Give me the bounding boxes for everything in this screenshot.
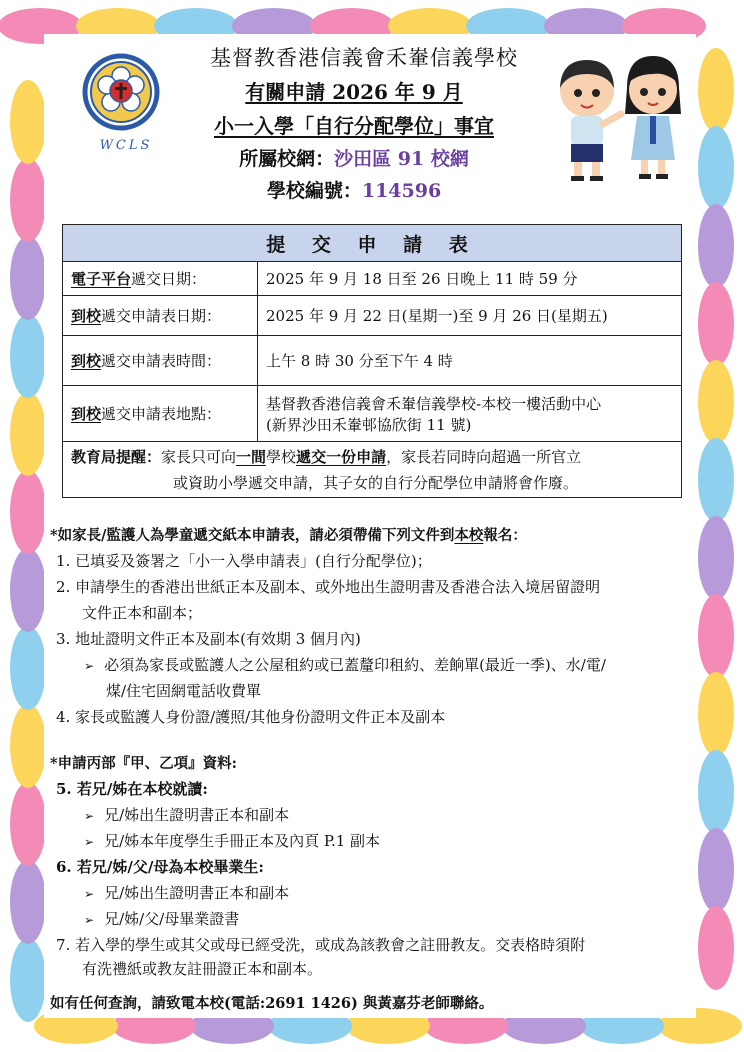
border-scallop bbox=[10, 80, 46, 164]
list-item: ➢ 兄/姊本年度學生手冊正本及內頁 P.1 副本 bbox=[84, 832, 381, 850]
list-item: 文件正本和副本； bbox=[82, 604, 203, 622]
border-scallop bbox=[698, 828, 734, 912]
border-scallop bbox=[10, 704, 46, 788]
footer-contact: 如有任何查詢，請致電本校(電話:2691 1426) 與黃嘉芬老師聯絡。 bbox=[50, 995, 494, 1012]
table-row bbox=[63, 296, 682, 336]
school-net: 所屬校網：沙田區 91 校網 bbox=[239, 148, 469, 170]
row-value: 上午 8 時 30 分至下午 4 時 bbox=[258, 336, 682, 386]
row-label: 電子平台遞交日期： bbox=[63, 262, 258, 296]
border-scallop bbox=[698, 438, 734, 522]
border-scallop bbox=[10, 548, 46, 632]
row-label: 到校遞交申請表日期： bbox=[63, 296, 258, 336]
school-code: 學校編號：114596 bbox=[266, 180, 442, 202]
list-item: ➢ 兄/姊出生證明書正本和副本 bbox=[84, 884, 290, 902]
border-scallop bbox=[10, 860, 46, 944]
section2-heading: *申請丙部『甲、乙項』資料: bbox=[50, 755, 237, 772]
border-scallop bbox=[10, 626, 46, 710]
list-item: 2. 申請學生的香港出世紙正本及副本、或外地出生證明書及香港合法入境居留證明 bbox=[56, 578, 601, 596]
row-label: 到校遞交申請表時間： bbox=[63, 336, 258, 386]
border-scallop bbox=[10, 158, 46, 242]
list-item: 7. 若入學的學生或其父或母已經受洗，或成為該教會之註冊教友。交表格時須附 bbox=[56, 936, 586, 954]
border-scallop bbox=[10, 470, 46, 554]
table-title: 提 交 申 請 表 bbox=[63, 225, 682, 262]
table-row bbox=[63, 336, 682, 386]
arrow-bullet-icon: ➢ bbox=[84, 809, 95, 823]
border-scallop bbox=[698, 48, 734, 132]
section1-heading: *如家長/監護人為學童遞交紙本申請表，請必須帶備下列文件到本校報名： bbox=[50, 527, 527, 544]
children-illustration-icon bbox=[549, 48, 689, 188]
list-item: ➢ 兄/姊出生證明書正本和副本 bbox=[84, 806, 290, 824]
reminder-row bbox=[63, 442, 682, 498]
row-value: 基督教香港信義會禾輋信義學校-本校一樓活動中心 (新界沙田禾輋邨協欣街 11 號) bbox=[258, 386, 682, 442]
border-scallop bbox=[10, 782, 46, 866]
border-scallop bbox=[10, 938, 46, 1022]
title-line-3: 小一入學「自行分配學位」事宜 bbox=[214, 114, 494, 138]
list-item: 4. 家長或監護人身份證/護照/其他身份證明文件正本及副本 bbox=[56, 708, 446, 726]
arrow-bullet-icon: ➢ bbox=[84, 835, 95, 849]
border-scallop bbox=[698, 516, 734, 600]
list-item: 6. 若兄/姊/父/母為本校畢業生: bbox=[56, 858, 264, 876]
list-item: 有洗禮紙或教友註冊證正本和副本。 bbox=[82, 960, 323, 978]
border-scallop bbox=[10, 236, 46, 320]
edb-reminder: 教育局提醒：家長只可向一間學校遞交一份申請，家長若同時向超過一所官立 或資助小學遞交申請，其子女的自行分配學位申請將會作廢。 bbox=[63, 442, 682, 498]
table-row bbox=[63, 386, 682, 442]
submission-table bbox=[62, 224, 682, 498]
arrow-bullet-icon: ➢ bbox=[84, 659, 95, 673]
list-item: 5. 若兄/姊在本校就讀: bbox=[56, 780, 208, 798]
border-scallop bbox=[10, 314, 46, 398]
school-name: 基督教香港信義會禾輋信義學校 bbox=[210, 46, 518, 70]
list-item: 煤/住宅固網電話收費單 bbox=[106, 682, 262, 700]
table-row bbox=[63, 262, 682, 296]
border-scallop bbox=[698, 672, 734, 756]
arrow-bullet-icon: ➢ bbox=[84, 913, 95, 927]
row-value: 2025 年 9 月 18 日至 26 日晚上 11 時 59 分 bbox=[258, 262, 682, 296]
list-item: 1. 已填妥及簽署之「小一入學申請表」(自行分配學位)； bbox=[56, 552, 432, 570]
row-label: 到校遞交申請表地點： bbox=[63, 386, 258, 442]
border-scallop bbox=[698, 204, 734, 288]
border-scallop bbox=[698, 360, 734, 444]
title-line-2: 有關申請 2026 年 9 月 bbox=[245, 80, 463, 104]
border-scallop bbox=[698, 282, 734, 366]
border-scallop bbox=[698, 750, 734, 834]
list-item: ➢ 兄/姊/父/母畢業證書 bbox=[84, 910, 240, 928]
list-item: ➢ 必須為家長或監護人之公屋租約或已蓋釐印租約、差餉單(最近一季)、水/電/ bbox=[84, 656, 606, 674]
border-scallop bbox=[698, 126, 734, 210]
list-item: 3. 地址證明文件正本及副本(有效期 3 個月內) bbox=[56, 630, 361, 648]
row-value: 2025 年 9 月 22 日(星期一)至 9 月 26 日(星期五) bbox=[258, 296, 682, 336]
border-scallop bbox=[10, 392, 46, 476]
border-scallop bbox=[698, 906, 734, 990]
logo-text: WCLS bbox=[99, 138, 153, 153]
document-page bbox=[44, 34, 696, 1018]
border-scallop bbox=[698, 594, 734, 678]
arrow-bullet-icon: ➢ bbox=[84, 887, 95, 901]
